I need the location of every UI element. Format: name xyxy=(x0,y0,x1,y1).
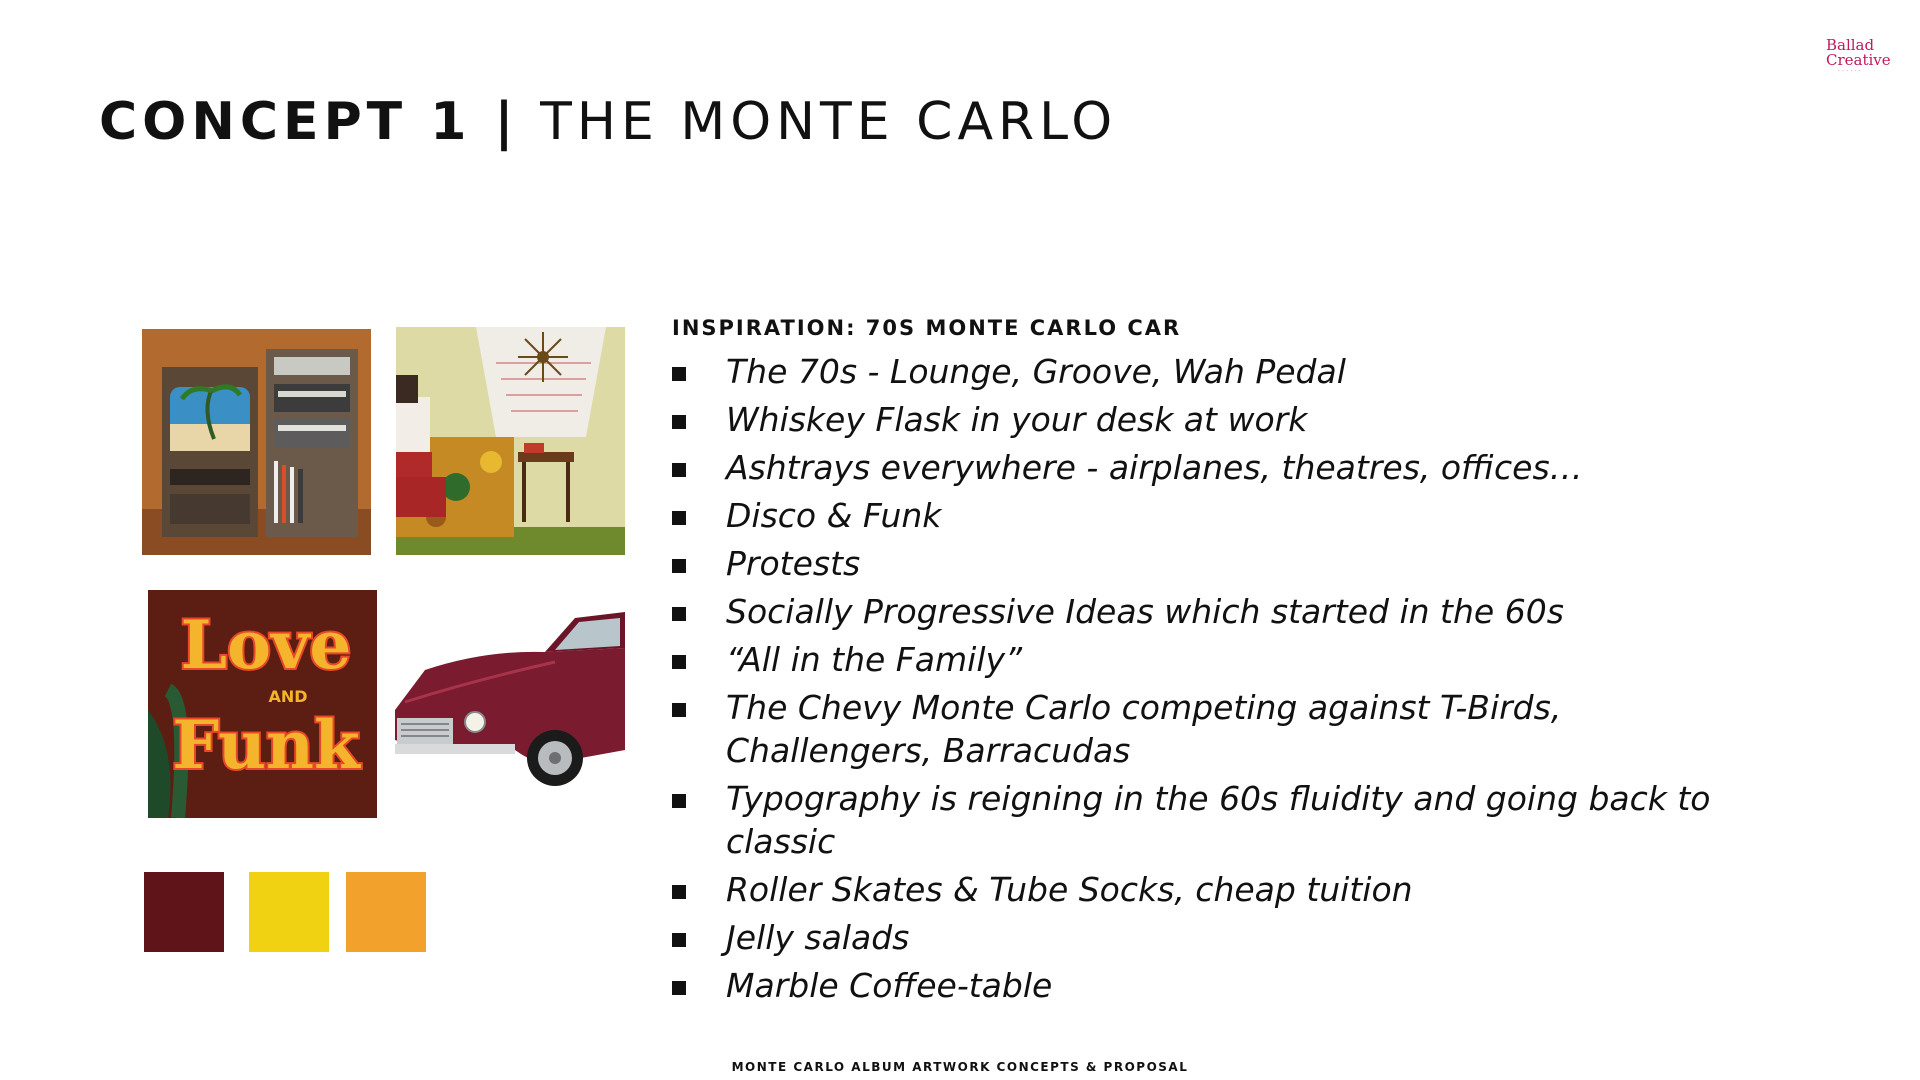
title-name: THE MONTE CARLO xyxy=(540,92,1118,152)
list-item: Protests xyxy=(670,542,1730,585)
list-item: “All in the Family” xyxy=(670,638,1730,681)
color-swatch-maroon xyxy=(144,872,224,952)
inspiration-heading: INSPIRATION: 70S MONTE CARLO CAR xyxy=(672,316,1182,340)
inspiration-list xyxy=(670,350,1730,1012)
color-swatch-yellow xyxy=(249,872,329,952)
list-item: Disco & Funk xyxy=(670,494,1730,537)
logo-line2: Creative xyxy=(1826,51,1891,69)
page-footer: MONTE CARLO ALBUM ARTWORK CONCEPTS & PROPOSAL xyxy=(731,1060,1189,1074)
page-title xyxy=(99,92,1117,152)
poster-and-text: AND xyxy=(268,687,308,706)
list-item: Whiskey Flask in your desk at work xyxy=(670,398,1730,441)
title-concept: CONCEPT 1 | xyxy=(99,92,519,152)
retro-living-room-image xyxy=(396,327,625,555)
brand-logo xyxy=(1826,38,1906,75)
color-swatch-orange xyxy=(346,872,426,952)
list-item: Typography is reigning in the 60s fluidity and going back to classic xyxy=(670,777,1730,863)
poster-love-text: Love xyxy=(180,606,352,684)
list-item: Roller Skates & Tube Socks, cheap tuition xyxy=(670,868,1730,911)
list-item: The 70s - Lounge, Groove, Wah Pedal xyxy=(670,350,1730,393)
monte-carlo-car-image xyxy=(395,610,625,790)
love-and-funk-poster-image xyxy=(148,590,377,818)
logo-line1: Ballad xyxy=(1826,36,1875,54)
list-item: Jelly salads xyxy=(670,916,1730,959)
retro-tv-stereo-image xyxy=(142,329,371,555)
logo-tagline-mark: · · · · · · xyxy=(1838,68,1861,74)
poster-funk-text: Funk xyxy=(172,706,360,784)
list-item: Socially Progressive Ideas which started in the 60s xyxy=(670,590,1730,633)
list-item: Marble Coffee-table xyxy=(670,964,1730,1007)
list-item: Ashtrays everywhere - airplanes, theatres, offices… xyxy=(670,446,1730,489)
list-item: The Chevy Monte Carlo competing against T-Birds, Challengers, Barracudas xyxy=(670,686,1730,772)
